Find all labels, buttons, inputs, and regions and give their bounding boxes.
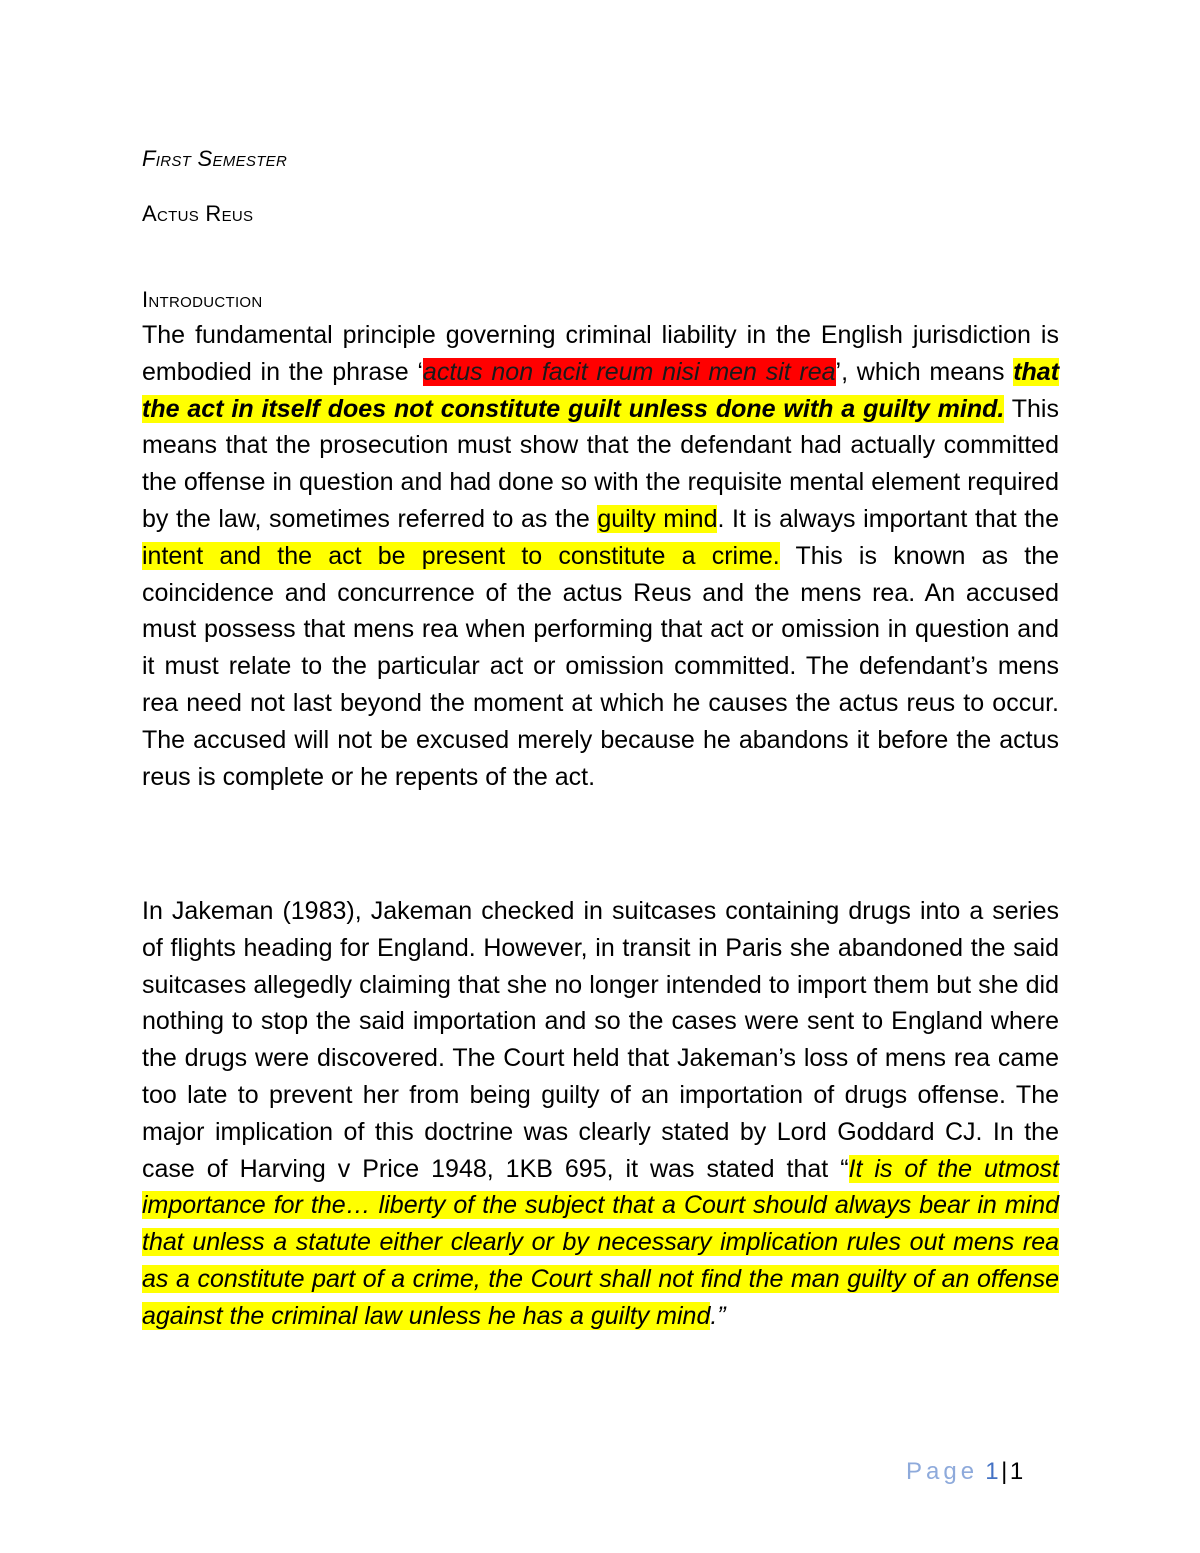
page-footer <box>906 1458 1024 1486</box>
para1-text-4: . It is always important that the <box>717 504 1059 533</box>
footer-page-word: Page <box>906 1458 979 1485</box>
semester-heading: First Semester <box>142 146 288 171</box>
para2-text-1: In Jakeman (1983), Jakeman checked in suitcases containing drugs into a series of flights heading for England. However, in transit in Paris she abandoned the said suitcases allegedly claiming that she no longer intended to import them but she did nothing to stop the said importation and so the cases were sent to England where the drugs were discovered. The Court held that Jakeman’s loss of mens rea came too late to prevent her from being guilty of an importation of drugs offense. The major implication of this doctrine was clearly stated by Lord Goddard CJ. In the case of Harving v Price 1948, 1KB 695, it was stated that “ <box>142 897 1059 1183</box>
introduction-paragraph <box>142 317 1059 795</box>
para1-text-5: This is known as the coincidence and concurrence of the actus Reus and the mens rea. An accused must possess that mens rea when performing that act or omission in question and it must relate to the particular act or omission committed. The defendant’s mens rea need not last beyond the moment at which he causes the actus reus to occur. The accused will not be excused merely because he abandons it before the actus reus is complete or he repents of the act. <box>142 541 1060 791</box>
goddard-quote-highlight: It is of the utmost importance for the… liberty of the subject that a Court should always bear in mind that unless a statute either clearly or by necessary implication rules out mens rea as a constitute part of a crime, the Court shall not find the man guilty of an offense against the criminal law unless he has a guilty mind <box>142 1154 1060 1330</box>
guilty-mind-highlight: guilty mind <box>597 504 718 533</box>
section-heading-introduction: Introduction <box>142 287 263 312</box>
jakeman-paragraph <box>142 893 1059 1335</box>
latin-maxim-highlight: actus non facit reum nisi men sit rea <box>422 357 836 386</box>
footer-separator: | <box>1001 1458 1008 1485</box>
footer-page-number: 1 <box>985 1458 1000 1485</box>
para1-text-3: This means that the prosecution must show that the defendant had actually committed the offense in question and had done so with the requisite mental element required by the law, sometimes referred to as the <box>142 394 1059 533</box>
para1-text-1: The fundamental principle governing criminal liability in the English jurisdiction is embodied in the phrase ‘ <box>142 321 1059 386</box>
maxim-meaning-highlight: that the act in itself does not constitute guilt unless done with a guilty mind. <box>142 357 1060 423</box>
intent-act-highlight: intent and the act be present to constitute a crime. <box>142 541 780 570</box>
para2-text-2: .” <box>710 1301 726 1330</box>
para1-text-2: ’, which means <box>835 357 1014 386</box>
topic-heading: Actus Reus <box>142 201 254 226</box>
footer-total-pages: 1 <box>1009 1458 1024 1485</box>
